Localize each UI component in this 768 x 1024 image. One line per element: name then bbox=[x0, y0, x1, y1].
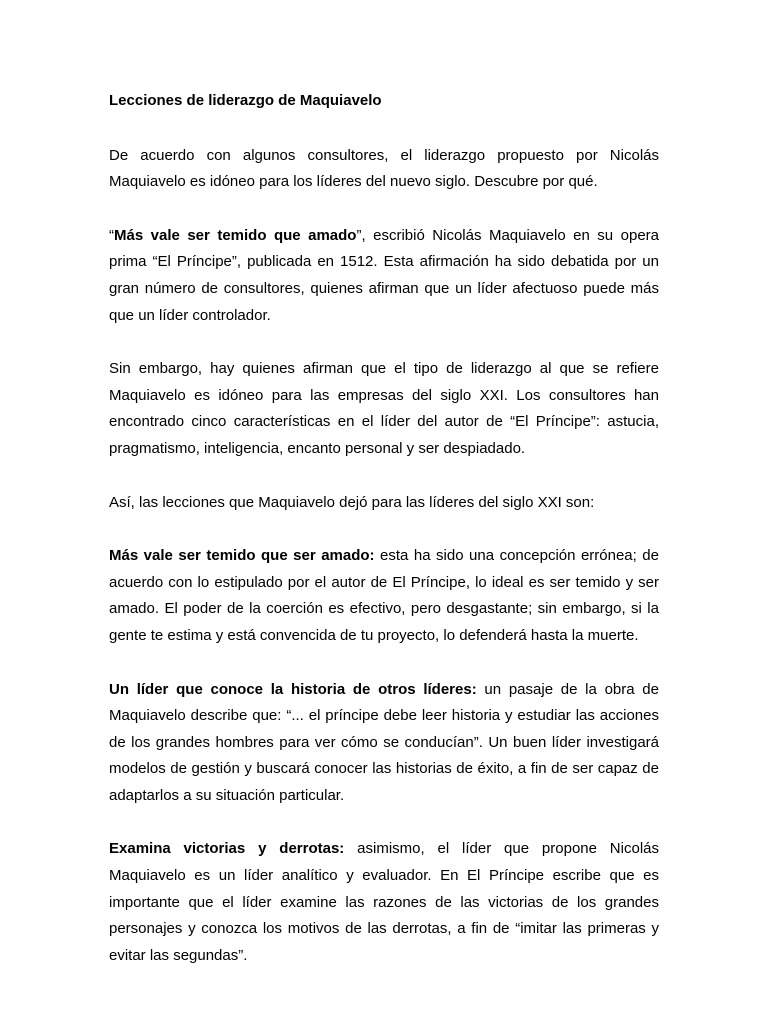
quote-open-mark: “ bbox=[109, 226, 114, 244]
lesson-text: esta ha sido una concepción errónea; de acuerdo con lo estipulado por el autor de El Príncipe, lo ideal es ser temido y ser amado. El poder de la coerción es efectivo, pero desgastante; sin embargo, si la gente te estima y está convencida de tu proyecto, lo defenderá hasta la muerte. bbox=[109, 547, 659, 644]
intro-paragraph: De acuerdo con algunos consultores, el liderazgo propuesto por Nicolás Maquiavelo es idóneo para los líderes del nuevo siglo. Descubre por qué. bbox=[109, 146, 659, 191]
lesson-text: un pasaje de la obra de Maquiavelo describe que: “... el príncipe debe leer historia y estudiar las acciones de los grandes hombres para ver cómo se conducían”. Un buen líder investigará modelos de gestión y buscará conocer las historias de éxito, a fin de ser capaz de adaptarlos a su situación particular. bbox=[109, 680, 659, 804]
paragraph-lessons-intro: Así, las lecciones que Maquiavelo dejó para las líderes del siglo XXI son: bbox=[109, 493, 595, 511]
quote-rest-text: ”, escribió Nicolás Maquiavelo en su opera prima “El Príncipe”, publicada en 1512. Esta afirmación ha sido debatida por un gran número de consultores, quienes afirman que un líder afectuoso puede más que un líder controlador. bbox=[109, 226, 659, 324]
lesson-paragraph bbox=[109, 543, 659, 649]
paragraph-characteristics: Sin embargo, hay quienes afirman que el tipo de liderazgo al que se refiere Maquiavelo es idóneo para las empresas del siglo XXI. Los consultores han encontrado cinco características en el líder del autor de “El Príncipe”: astucia, pragmatismo, inteligencia, encanto personal y ser despiadado. bbox=[109, 360, 659, 457]
lesson-paragraph bbox=[109, 836, 659, 969]
document-title: Lecciones de liderazgo de Maquiavelo bbox=[109, 92, 382, 109]
lesson-paragraph bbox=[109, 677, 659, 810]
lesson-heading: Más vale ser temido que ser amado: bbox=[109, 547, 375, 565]
lesson-text: asimismo, el líder que propone Nicolás Maquiavelo es un líder analítico y evaluador. En El Príncipe escribe que es importante que el líder examine las razones de las victorias de los grandes personajes y conozca los motivos de las derrotas, a fin de “imitar las primeras y evitar las segundas”. bbox=[109, 840, 659, 964]
lesson-heading: Examina victorias y derrotas: bbox=[109, 840, 345, 858]
quote-bold-text: Más vale ser temido que amado bbox=[114, 226, 357, 244]
document-page bbox=[109, 88, 659, 996]
quote-paragraph bbox=[109, 223, 659, 329]
lesson-heading: Un líder que conoce la historia de otros líderes: bbox=[109, 680, 477, 698]
